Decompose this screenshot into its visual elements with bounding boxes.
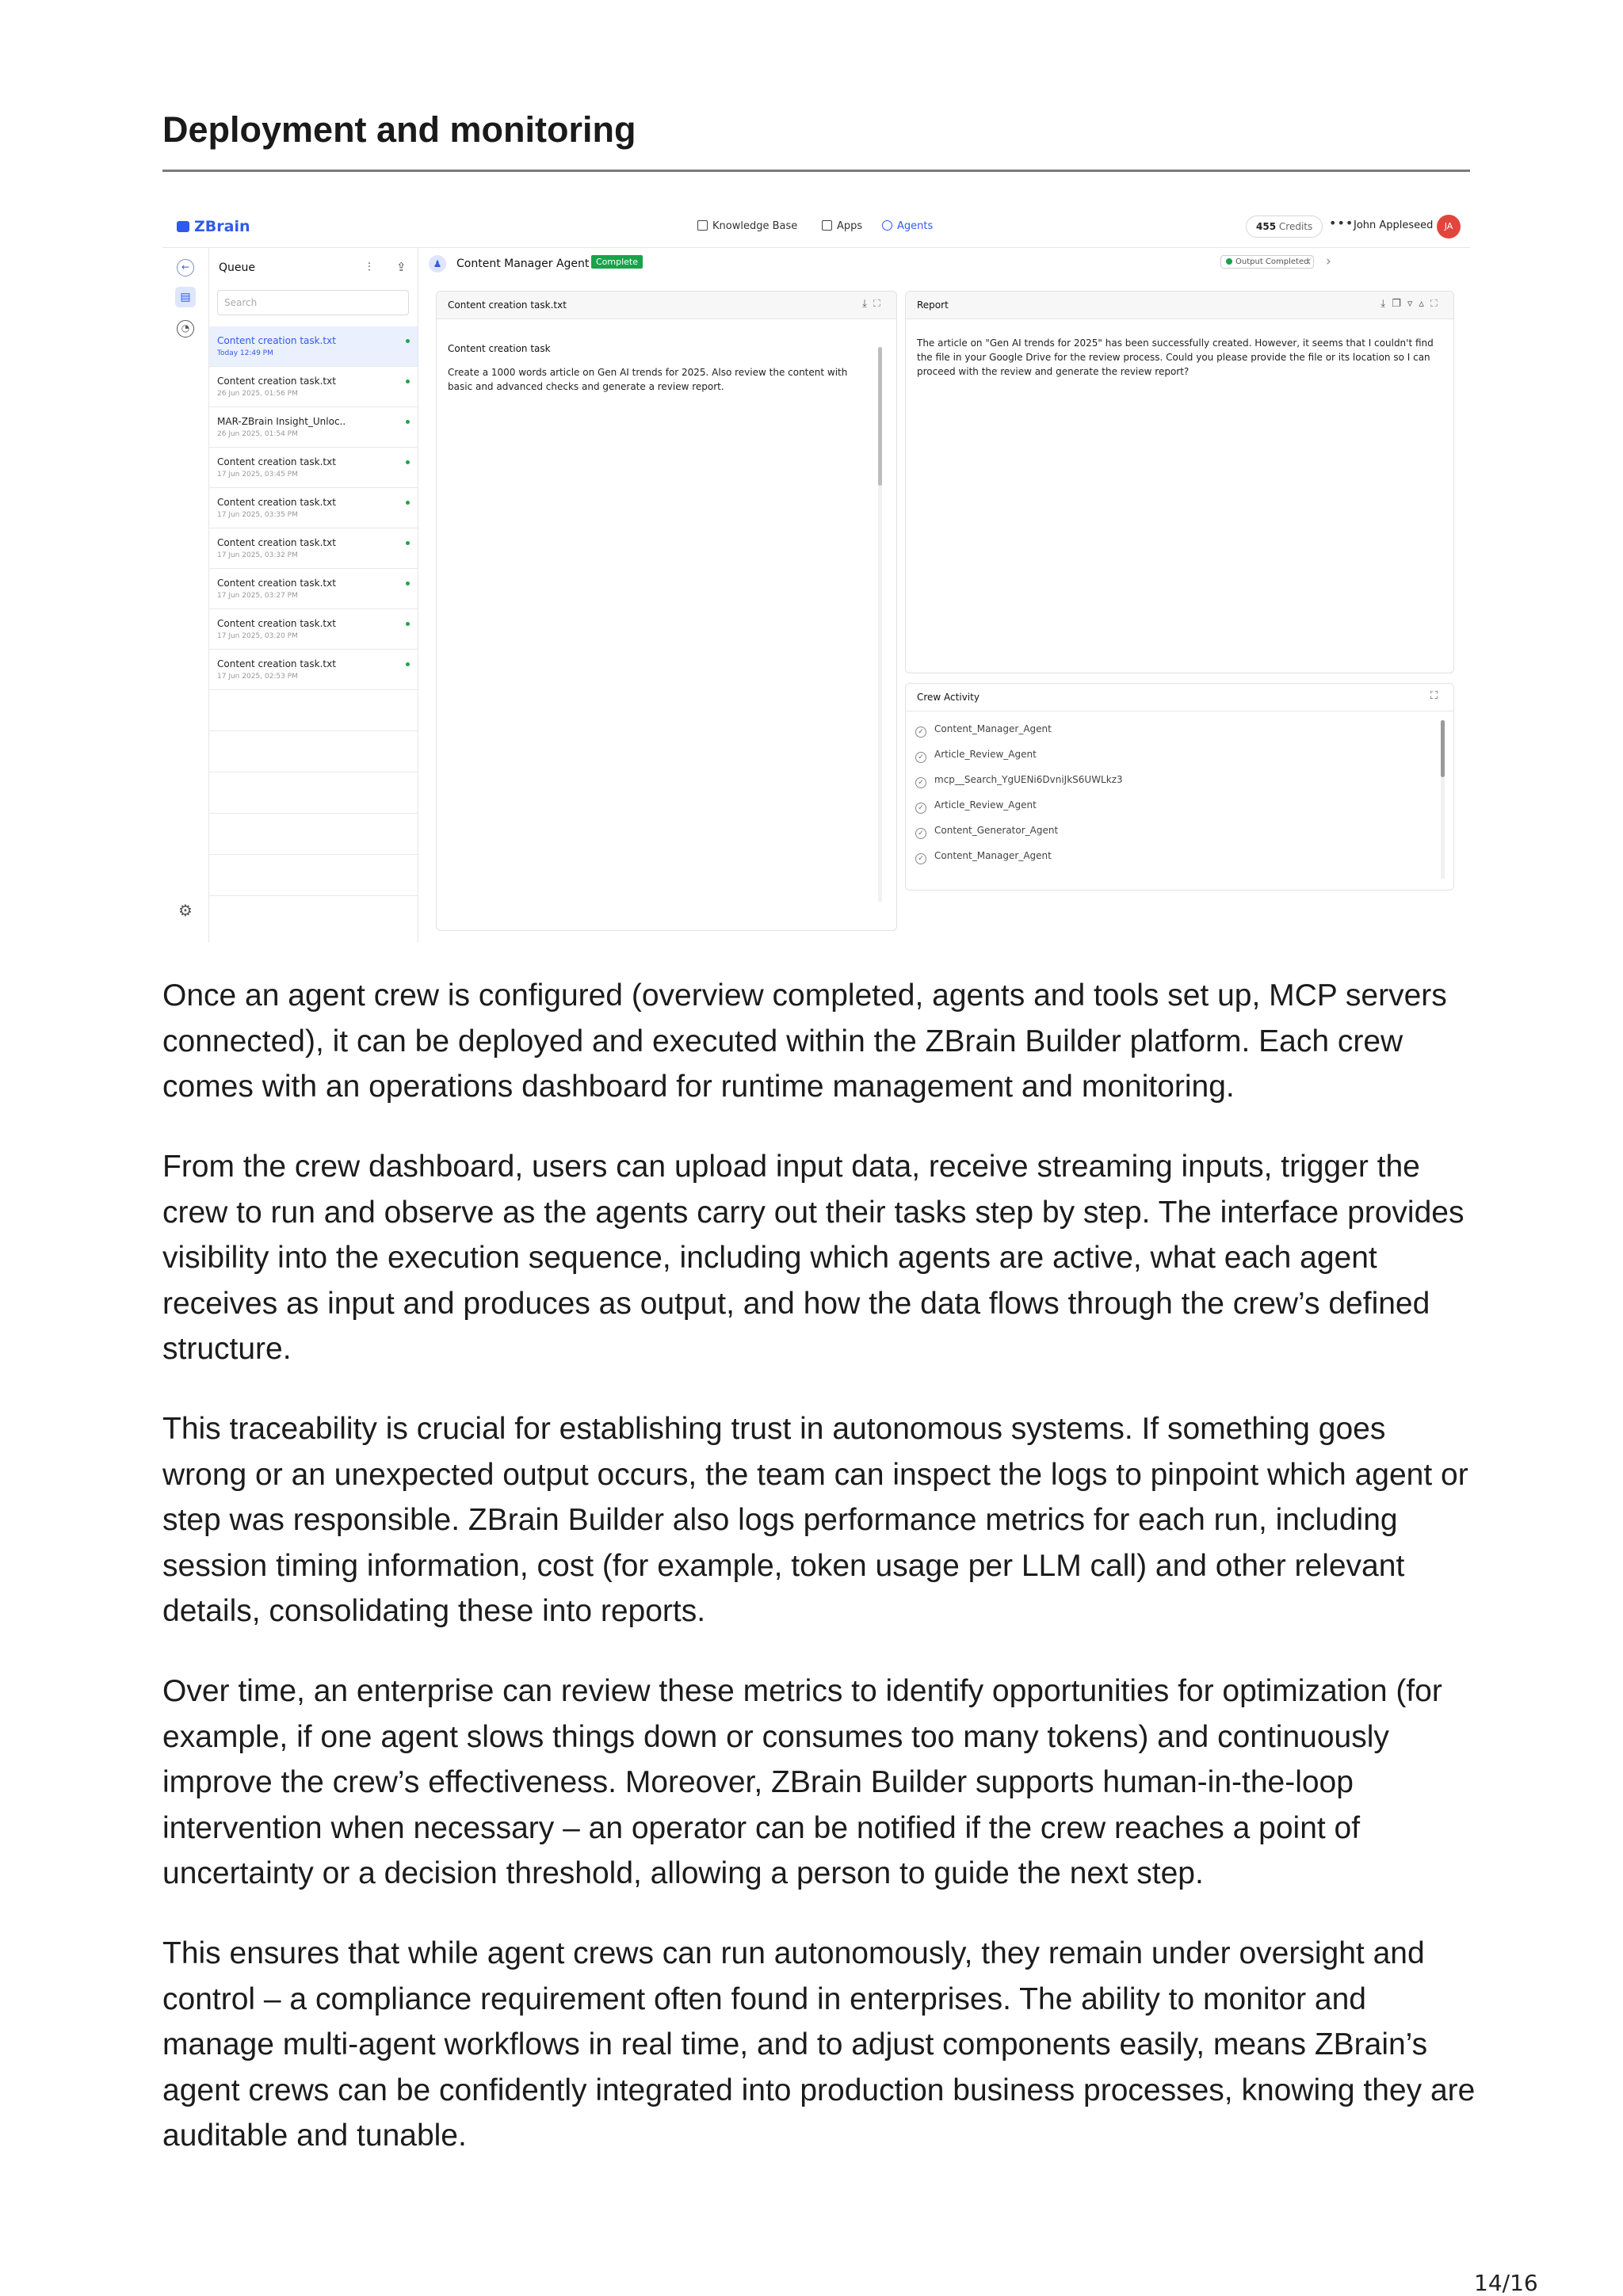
list-item[interactable] [209, 448, 418, 488]
crew-activity-item[interactable] [915, 747, 1123, 772]
crew-agent-name: Content_Generator_Agent [934, 825, 1059, 836]
gear-icon[interactable]: ⚙ [178, 901, 193, 920]
thumbs-up-icon[interactable]: ▵ [1419, 298, 1430, 310]
copy-icon[interactable]: ❐ [1392, 298, 1407, 310]
filter-icon[interactable]: ⫶ [368, 260, 371, 274]
top-nav-bar [162, 206, 1470, 248]
crew-activity-item[interactable] [915, 849, 1123, 874]
crew-agent-name: Content_Manager_Agent [934, 723, 1052, 734]
nav-agents[interactable] [882, 220, 933, 232]
scroll-thumb[interactable] [878, 347, 882, 486]
crew-agent-name: Content_Manager_Agent [934, 850, 1052, 861]
crew-panel-header [906, 684, 1453, 711]
list-item[interactable] [209, 326, 418, 367]
list-item-date: 17 Jun 2025, 03:32 PM [217, 551, 298, 559]
page-number: 14/16 [1474, 2270, 1538, 2296]
crew-agent-name: Article_Review_Agent [934, 749, 1037, 760]
expand-icon[interactable]: ⛶ [1430, 298, 1444, 310]
icon-rail [162, 247, 208, 943]
task-title: Content creation task [448, 343, 551, 354]
logo-mark-icon [177, 221, 189, 232]
list-item-name: MAR-ZBrain Insight_Unloc.. [217, 416, 346, 427]
expand-icon[interactable]: ⛶ [1430, 690, 1444, 702]
task-scrollbar[interactable] [878, 347, 882, 902]
list-item[interactable] [209, 609, 418, 650]
paragraph-3: This traceability is crucial for establishing trust in autonomous systems. If something goes wrong or an unexpected output occurs, the team can inspect the logs to pinpoint which agent or step was responsible. ZBrain Builder also logs performance metrics for each run, including session timing information, cost (for example, token usage per LLM call) and other relevant details, consolidating these into reports. [162, 1412, 1468, 1628]
list-item-date: 26 Jun 2025, 01:56 PM [217, 390, 298, 398]
status-dot-icon [406, 582, 410, 585]
list-item[interactable] [209, 528, 418, 569]
list-item[interactable] [209, 569, 418, 609]
check-circle-icon: ✓ [915, 727, 926, 738]
crew-activity-panel [905, 683, 1454, 891]
nav-apps[interactable] [822, 220, 862, 232]
success-dot-icon [1226, 258, 1232, 265]
check-circle-icon: ✓ [915, 803, 926, 814]
crew-activity-item[interactable] [915, 823, 1123, 849]
list-item-name: Content creation task.txt [217, 537, 336, 548]
list-item-name: Content creation task.txt [217, 658, 336, 669]
crew-activity-item[interactable] [915, 722, 1123, 747]
report-title: Report [917, 299, 949, 311]
gauge-icon[interactable]: ◔ [177, 320, 194, 338]
list-item-date: 17 Jun 2025, 03:35 PM [217, 511, 298, 519]
check-circle-icon: ✓ [915, 777, 926, 788]
paragraph-1: Once an agent crew is configured (overview completed, agents and tools set up, MCP servers connected), it can be deployed and executed within the ZBrain Builder platform. Each crew comes with an operations dashboard for runtime management and monitoring. [162, 978, 1447, 1104]
empty-row [209, 855, 418, 896]
queue-list [209, 326, 418, 896]
status-dot-icon [406, 541, 410, 545]
search-input[interactable]: Search [217, 290, 409, 315]
list-item-name: Content creation task.txt [217, 618, 336, 629]
agent-header [417, 247, 1470, 279]
nav-label: Knowledge Base [712, 220, 798, 232]
list-item-date: 17 Jun 2025, 03:20 PM [217, 632, 298, 640]
user-name[interactable]: John Appleseed [1354, 219, 1434, 231]
list-item[interactable] [209, 367, 418, 407]
status-dot-icon [406, 662, 410, 666]
task-panel-header [437, 292, 896, 319]
queue-view-icon[interactable]: ▤ [175, 287, 196, 307]
status-dot-icon [406, 501, 410, 505]
report-body: The article on "Gen AI trends for 2025" has been successfully created. However, it seems that I couldn't find the file in your Google Drive for the review process. Could you please provide the file or its location so I can proceed with the review and generate the review report? [917, 338, 1434, 377]
list-item-name: Content creation task.txt [217, 497, 336, 508]
status-dot-icon [406, 339, 410, 343]
check-circle-icon: ✓ [915, 853, 926, 864]
task-file-name: Content creation task.txt [448, 299, 567, 311]
queue-title: Queue [219, 261, 255, 274]
list-item[interactable] [209, 407, 418, 448]
queue-panel [208, 247, 418, 943]
list-item-name: Content creation task.txt [217, 456, 336, 467]
empty-row [209, 772, 418, 814]
download-icon[interactable]: ⤓ [1381, 298, 1392, 310]
output-status-badge [1220, 255, 1314, 269]
section-heading: Deployment and monitoring [162, 109, 636, 150]
report-panel-actions [1381, 298, 1444, 310]
list-item-date: 17 Jun 2025, 03:27 PM [217, 592, 298, 600]
agents-icon [882, 220, 892, 231]
download-icon[interactable]: ⤓ [862, 298, 873, 310]
paragraph-5: This ensures that while agent crews can run autonomously, they remain under oversight and control – a compliance requirement often found in enterprises. The ability to monitor and manage multi-agent workflows in real time, and to adjust components easily, means ZBrain’s agent crews can be confidently integrated into production business processes, knowing they are auditable and tunable. [162, 1936, 1476, 2153]
status-badge: Complete [591, 255, 643, 269]
zbrain-logo[interactable] [177, 218, 250, 235]
crew-activity-item[interactable] [915, 772, 1123, 798]
paragraph-2: From the crew dashboard, users can upload input data, receive streaming inputs, trigger the crew to run and observe as the agents carry out their tasks step by step. The interface provides visibility into the execution sequence, including which agents are active, what each agent receives as input and produces as output, and how the data flows through the crew’s defined structure. [162, 1150, 1465, 1366]
agent-name: Content Manager Agent [456, 257, 590, 270]
crew-agent-name: Article_Review_Agent [934, 799, 1037, 810]
empty-row [209, 731, 418, 772]
task-panel [436, 291, 897, 931]
check-circle-icon: ✓ [915, 752, 926, 763]
upload-icon[interactable]: ⇪ [396, 260, 407, 274]
nav-label: Apps [837, 220, 863, 232]
credits-badge[interactable] [1246, 215, 1323, 238]
check-circle-icon: ✓ [915, 828, 926, 839]
list-item[interactable] [209, 650, 418, 690]
scroll-thumb[interactable] [1441, 720, 1445, 777]
task-panel-actions [862, 298, 887, 310]
output-status-label: Output Completed [1235, 257, 1309, 266]
empty-row [209, 814, 418, 855]
avatar[interactable]: JA [1437, 215, 1461, 238]
nav-label: Agents [897, 220, 934, 232]
list-item-date: 17 Jun 2025, 03:45 PM [217, 471, 298, 479]
crew-title: Crew Activity [917, 692, 980, 703]
heading-divider [162, 170, 1470, 172]
crew-activity-item[interactable] [915, 798, 1123, 823]
status-dot-icon [406, 460, 410, 464]
book-icon [697, 220, 708, 231]
list-item-date: Today 12:49 PM [217, 349, 273, 357]
back-arrow-icon[interactable]: ← [177, 259, 194, 277]
nav-knowledge-base[interactable] [697, 220, 797, 232]
empty-row [209, 690, 418, 731]
credits-value: 455 [1256, 221, 1277, 232]
grid-icon [822, 220, 832, 231]
logo-text: ZBrain [194, 218, 250, 235]
list-item-date: 17 Jun 2025, 02:53 PM [217, 673, 298, 681]
list-item-name: Content creation task.txt [217, 578, 336, 589]
credits-label: Credits [1278, 221, 1313, 232]
list-item[interactable] [209, 488, 418, 528]
status-dot-icon [406, 379, 410, 383]
agent-icon: ♟ [429, 255, 446, 273]
paragraph-4: Over time, an enterprise can review these metrics to identify opportunities for optimization (for example, if one agent slows things down or consumes too many tokens) and continuously improve the crew’s effectiveness. Moreover, ZBrain Builder supports human-in-the-loop intervention when necessary – an operator can be notified if the crew reaches a point of uncertainty or a decision threshold, allowing a person to guide the next step. [162, 1674, 1442, 1890]
list-item-date: 26 Jun 2025, 01:54 PM [217, 430, 298, 438]
crew-scrollbar[interactable] [1441, 720, 1445, 879]
list-item-name: Content creation task.txt [217, 376, 336, 387]
status-dot-icon [406, 420, 410, 424]
expand-icon[interactable]: ⛶ [873, 298, 887, 310]
more-icon[interactable]: ••• [1329, 215, 1354, 231]
list-item-name: Content creation task.txt [217, 335, 336, 346]
crew-agent-name: mcp__Search_YgUENi6DvniJkS6UWLkz3 [934, 774, 1123, 785]
status-dot-icon [406, 622, 410, 626]
chevron-right-icon[interactable]: › [1326, 254, 1331, 269]
report-panel [905, 291, 1454, 673]
chevron-left-icon[interactable]: ‹ [1306, 254, 1312, 269]
crew-list [915, 722, 1123, 874]
thumbs-down-icon[interactable]: ▿ [1407, 298, 1419, 310]
task-body: Create a 1000 words article on Gen AI trends for 2025. Also review the content with basic and advanced checks and generate a review report. [448, 367, 848, 392]
report-panel-header [906, 292, 1453, 319]
app-screenshot [162, 206, 1470, 943]
